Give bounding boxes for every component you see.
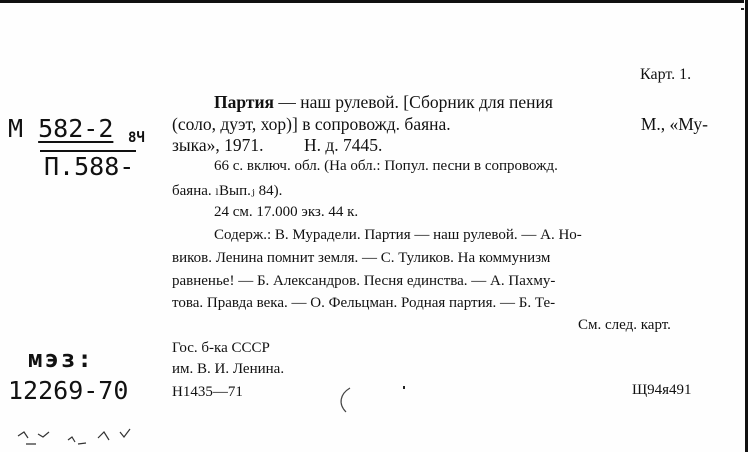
call-number-prefix: М xyxy=(8,114,24,143)
title-rest: — наш рулевой. [Сборник для пения xyxy=(278,92,553,112)
card-right-border xyxy=(745,0,748,452)
title-line-2 xyxy=(172,114,708,134)
publication-year: зыка», 1971. xyxy=(172,135,264,155)
contents-text-1: В. Мурадели. Партия — наш рулевой. — А. Но- xyxy=(274,227,582,243)
title-line-2-right: М., «Му- xyxy=(640,114,708,134)
card-number: Карт. 1. xyxy=(640,66,692,83)
title-line-2-left: (соло, дуэт, хор)] в сопровожд. баяна. xyxy=(172,114,451,134)
library-line-3: Н1435—71 xyxy=(172,384,243,400)
pages-line-2: баяна. ₗВып.ⱼ 84). xyxy=(172,183,283,199)
stamp-line-2: 12269-70 xyxy=(8,376,129,405)
contents-line-2: виков. Ленина помнит земля. — С. Туликов. На коммунизм xyxy=(172,250,551,266)
title-line-3 xyxy=(172,135,382,155)
contents-line-3: равненье! — Б. Александров. Песня единства. — А. Пахму- xyxy=(172,273,556,289)
call-number-line-1 xyxy=(8,114,113,143)
see-next-card: См. след. карт. xyxy=(578,317,671,333)
pencil-mark xyxy=(336,386,356,416)
publisher-number: Н. д. 7445. xyxy=(303,135,383,155)
call-number-suffix: 8Ч xyxy=(128,130,145,146)
call-number-line-2: П.588- xyxy=(44,152,135,181)
contents-line-4: това. Правда века. — О. Фельцман. Родная партия. — Б. Те- xyxy=(172,295,556,311)
library-line-1: Гос. б-ка СССР xyxy=(172,340,270,356)
call-number-main: 582-2 xyxy=(38,114,114,143)
scan-speck xyxy=(741,8,744,10)
stamp-line-1: мэз: xyxy=(28,345,94,373)
card-top-border xyxy=(0,0,744,3)
title-heading: Партия xyxy=(214,92,275,112)
pages-line-1: 66 с. включ. обл. (На обл.: Попул. песни в сопровожд. xyxy=(214,158,558,174)
format-line: 24 см. 17.000 экз. 44 к. xyxy=(214,204,359,220)
classification-code: Щ94я491 xyxy=(632,382,692,398)
scan-speck xyxy=(403,386,405,389)
title-line-1 xyxy=(214,92,553,112)
contents-label: Содерж.: xyxy=(214,227,272,243)
contents-line-1 xyxy=(214,227,582,244)
scribble-mark xyxy=(8,416,148,448)
library-line-2: им. В. И. Ленина. xyxy=(172,361,285,377)
